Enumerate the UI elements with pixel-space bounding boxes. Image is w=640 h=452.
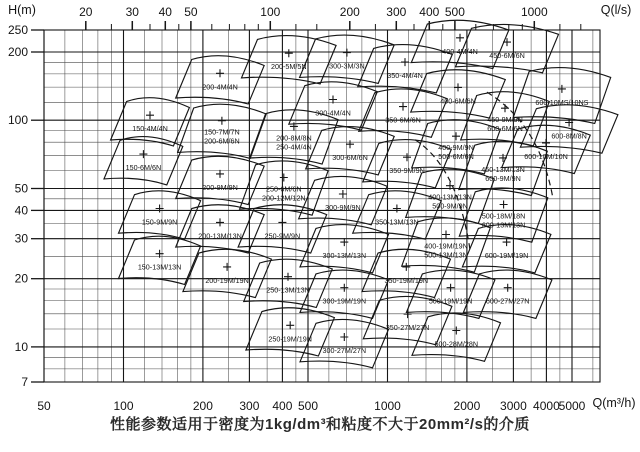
bottom-axis-tick-label: 4000 xyxy=(533,399,560,413)
top-axis-tick-label: 40 xyxy=(158,5,172,19)
region-200-8M/8N xyxy=(250,110,339,164)
left-axis-tick-label: 10 xyxy=(14,339,28,354)
duty-point-cross xyxy=(452,132,460,140)
chart-caption: 性能参数适用于密度为1kg/dm³和粘度不大于20mm²/s的介质 xyxy=(110,416,530,433)
pump-model-label: 500-6M/6N xyxy=(438,152,474,162)
pump-model-label: 600-10MS/10NS xyxy=(535,97,589,107)
pump-region-outline xyxy=(176,156,265,204)
duty-point-cross xyxy=(340,238,348,246)
pump-model-label: 350-6M/6N xyxy=(385,115,421,125)
duty-point-cross xyxy=(216,218,224,226)
pump-model-label: 500-18M/18N xyxy=(481,211,526,221)
pump-model-label: 400-9M/9N xyxy=(438,143,474,153)
top-axis-tick-label: 20 xyxy=(79,5,93,19)
duty-point-cross xyxy=(343,49,351,57)
top-axis-tick-label: 400 xyxy=(419,5,440,19)
pump-model-label: 200-9M/9N xyxy=(202,182,238,192)
duty-point-cross xyxy=(404,310,412,318)
pump-model-label: 200-5M/5N xyxy=(271,62,307,72)
pump-region-outline xyxy=(246,308,335,356)
pump-model-label: 300-13M/13N xyxy=(322,251,367,261)
duty-point-cross xyxy=(280,174,288,182)
bottom-axis-tick-label: 5000 xyxy=(558,399,586,413)
pump-model-label: 600-9M/9N xyxy=(485,173,521,183)
pump-model-label: 350-27M/27N xyxy=(385,323,430,333)
top-axis-tick-label: 50 xyxy=(184,5,198,19)
pump-region-outline xyxy=(289,82,378,130)
left-axis-tick-label: 200 xyxy=(7,45,28,59)
duty-point-cross xyxy=(504,284,512,292)
pump-model-label: 500-13M/13N xyxy=(424,250,468,260)
pump-model-label: 200-19M/19N xyxy=(205,275,249,285)
pump-model-label: 250-19M/19N xyxy=(268,334,312,344)
region-300-4M/4N xyxy=(289,82,378,130)
top-axis-tick-label: 1000 xyxy=(520,5,548,19)
pump-model-label: 450-9M/9N xyxy=(487,115,523,125)
pump-model-label: 400-4M/4N xyxy=(442,46,478,56)
x-axis-bottom-title: Q(m³/h) xyxy=(592,396,636,410)
top-axis-tick-label: 200 xyxy=(339,5,360,19)
duty-point-cross xyxy=(442,231,450,239)
pump-model-label: 450-13M/13N xyxy=(481,164,525,174)
pump-model-label: 600-10M/10N xyxy=(524,151,568,161)
duty-point-cross xyxy=(346,140,354,148)
duty-point-cross xyxy=(146,111,154,119)
pump-model-label: 150-4M/4N xyxy=(132,124,168,134)
pump-model-label: 300-19M/19N xyxy=(322,296,367,306)
pump-model-label: 350-19M/19N xyxy=(384,275,429,285)
duty-point-cross xyxy=(216,170,224,178)
pump-model-label: 150-13M/13N xyxy=(137,262,182,272)
pump-model-label: 150-9M/9N xyxy=(141,217,178,227)
pump-model-label: 600-13M/13N xyxy=(481,220,526,230)
x-axis-top-title: Q(l/s) xyxy=(600,3,632,17)
pump-model-label: 250-4M/4N xyxy=(276,142,312,152)
duty-point-cross xyxy=(542,139,550,147)
pump-model-label: 200-12M/12N xyxy=(262,193,306,203)
pump-model-label: 200-6M/6N xyxy=(204,136,240,146)
pump-model-label: 300-27M/27N xyxy=(322,346,367,355)
left-axis-tick-label: 100 xyxy=(7,113,28,128)
pump-model-label: 200-4M/4N xyxy=(202,82,238,92)
duty-point-cross xyxy=(503,38,511,46)
region-300-9M/9N xyxy=(299,176,388,224)
duty-point-cross xyxy=(403,153,411,161)
pump-model-label: 250-13M/13N xyxy=(266,285,310,295)
left-axis-tick-label: 40 xyxy=(14,203,28,218)
left-axis-tick-label: 20 xyxy=(14,271,28,286)
duty-point-cross xyxy=(401,58,409,66)
bottom-axis-tick-label: 3000 xyxy=(500,399,527,413)
bottom-axis-tick-label: 500 xyxy=(297,399,319,413)
duty-point-cross xyxy=(452,327,460,335)
pump-model-label: 250-6M/6N xyxy=(266,184,302,194)
pump-region-outline xyxy=(359,89,448,137)
top-axis-tick-label: 30 xyxy=(125,5,139,19)
pump-model-label: 600-27M/27N xyxy=(485,296,530,306)
top-axis-tick-label: 300 xyxy=(386,5,407,19)
region-600-19M/19N xyxy=(462,225,551,273)
left-axis-tick-label: 50 xyxy=(14,181,28,196)
pump-model-label: 300-9M/9N xyxy=(325,203,361,212)
duty-point-cross xyxy=(285,49,293,57)
left-axis-tick-label: 7 xyxy=(21,375,28,389)
pump-model-label: 500-9M/9N xyxy=(432,201,468,211)
region-200-4M/4N xyxy=(176,56,265,104)
duty-point-cross xyxy=(501,104,509,112)
bottom-axis-tick-label: 50 xyxy=(37,399,51,413)
pump-model-label: 400-6M/6N xyxy=(440,96,476,106)
duty-point-cross xyxy=(284,273,292,281)
duty-point-cross xyxy=(139,150,147,158)
pump-region-outline xyxy=(463,270,552,318)
region-600-10MS/10NS xyxy=(513,68,611,124)
duty-point-cross xyxy=(286,321,294,329)
pump-model-label: 600-8M/8N xyxy=(551,131,587,141)
pump-model-label: 500-28M/28N xyxy=(434,339,479,349)
duty-point-cross xyxy=(558,85,566,93)
duty-point-cross xyxy=(340,284,348,292)
duty-point-cross xyxy=(402,263,410,271)
duty-point-cross xyxy=(500,201,508,209)
bottom-axis-tick-label: 2000 xyxy=(453,399,481,413)
duty-point-cross xyxy=(399,103,407,111)
pump-model-label: 350-9M/9N xyxy=(389,166,425,176)
pump-region-outline xyxy=(462,225,551,273)
pump-model-label: 600-19M/19N xyxy=(484,251,529,261)
bottom-axis-tick-label: 300 xyxy=(239,399,260,413)
bottom-axis-tick-label: 200 xyxy=(192,399,213,413)
left-axis-tick-label: 30 xyxy=(14,231,28,246)
region-200-9M/9N xyxy=(176,156,265,204)
duty-point-cross xyxy=(340,333,348,341)
duty-point-cross xyxy=(223,263,231,271)
pump-model-label: 150-7M/7N xyxy=(204,127,240,137)
region-250-19M/19N xyxy=(246,308,335,356)
pump-region-outline xyxy=(412,313,501,361)
bottom-axis-tick-label: 400 xyxy=(272,399,293,413)
pump-model-label: 400-13M/13N xyxy=(428,192,472,202)
duty-point-cross xyxy=(218,117,226,125)
bottom-axis-tick-label: 100 xyxy=(113,399,134,413)
pump-model-label: 350-13M/13N xyxy=(375,217,419,227)
duty-point-cross xyxy=(156,205,164,213)
pump-region-outline xyxy=(300,35,395,83)
region-500-28M/28N xyxy=(412,313,501,361)
pump-region-outline xyxy=(176,56,265,104)
region-600-8M/8N xyxy=(520,105,618,153)
duty-point-cross xyxy=(339,190,347,198)
pump-model-label: 400-19M/19N xyxy=(424,241,468,251)
pump-region-outline xyxy=(299,176,388,224)
duty-point-cross xyxy=(216,69,224,77)
duty-point-cross xyxy=(447,284,455,292)
region-350-6M/6N xyxy=(359,89,448,137)
region-400-6M/6N xyxy=(411,70,506,118)
duty-point-cross xyxy=(503,238,511,246)
duty-point-cross xyxy=(393,205,401,213)
pump-model-label: 200-13M/13N xyxy=(198,231,242,241)
left-axis-tick-label: 250 xyxy=(7,23,28,37)
pump-model-label: 300-6M/6N xyxy=(332,153,368,163)
pump-model-label: 350-4M/4N xyxy=(387,71,423,81)
pump-region-outline xyxy=(104,137,183,185)
pump-region-outline xyxy=(520,105,618,153)
pump-model-label: 600-6M/6N xyxy=(487,124,523,134)
duty-point-cross xyxy=(278,218,286,226)
pump-model-label: 500-19M/19N xyxy=(428,296,473,306)
region-150-6M/6N xyxy=(104,137,183,185)
pump-model-label: 450-6M/6N xyxy=(489,51,525,61)
pump-model-label: 300-4M/4N xyxy=(315,108,351,118)
pump-model-label: 150-6M/6N xyxy=(125,163,162,173)
pump-model-label: 200-8M/8N xyxy=(276,133,312,143)
top-axis-tick-label: 500 xyxy=(444,5,465,19)
duty-point-cross xyxy=(456,34,464,42)
duty-point-cross xyxy=(454,83,462,91)
y-axis-title: H(m) xyxy=(8,3,36,17)
pump-model-label: 300-3M/3N xyxy=(329,61,365,71)
pump-region-outline xyxy=(411,70,506,118)
pump-region-outline xyxy=(513,68,611,124)
region-600-27M/27N xyxy=(463,270,552,318)
region-300-3M/3N xyxy=(300,35,395,83)
region-500-18M/18N xyxy=(459,188,548,242)
top-axis-tick-label: 100 xyxy=(260,5,281,19)
pump-model-label: 250-9M/9N xyxy=(264,231,301,241)
bottom-axis-tick-label: 1000 xyxy=(374,399,401,413)
